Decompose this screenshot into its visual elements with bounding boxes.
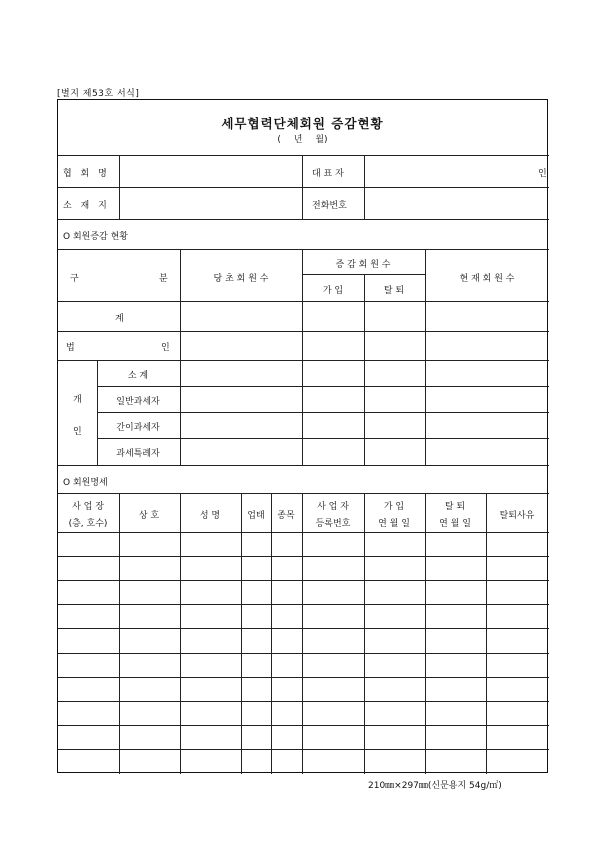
section-heading-membership-change: O 회원증감 현황 <box>63 232 128 242</box>
paper-spec: 210㎜×297㎜(신문용지 54g/㎡) <box>368 781 502 791</box>
leave-date-header-line1: 탈 퇴 <box>444 502 466 512</box>
sub-row-simplified-taxpayer: 간이과세자 <box>116 423 160 433</box>
grid-line <box>58 749 549 750</box>
sub-row-special-taxpayer: 과세특례자 <box>116 449 160 459</box>
grid-line <box>364 274 365 465</box>
business-type-header: 업태 <box>247 511 265 521</box>
grid-line <box>486 493 487 774</box>
section-heading-member-details: O 회원명세 <box>63 478 108 488</box>
grid-line <box>119 155 120 219</box>
join-header: 가 입 <box>322 286 344 296</box>
grid-line <box>58 701 549 702</box>
place-header-line2: (층, 호수) <box>68 519 108 529</box>
report-form <box>57 99 548 773</box>
row-label-individual-1: 개 <box>73 395 82 405</box>
grid-line <box>58 331 549 332</box>
grid-line <box>58 219 549 220</box>
category-header-left: 구 <box>70 274 79 284</box>
name-header: 성 명 <box>199 511 221 521</box>
grid-line <box>58 532 549 533</box>
grid-line <box>425 249 426 465</box>
join-date-header-line1: 가 입 <box>383 502 405 512</box>
initial-members-header: 당 초 회 원 수 <box>213 274 269 284</box>
grid-line <box>364 493 365 774</box>
association-name-label: 협 회 명 <box>63 169 107 179</box>
grid-line <box>58 653 549 654</box>
biz-reg-header-line1: 사 업 자 <box>317 502 349 512</box>
grid-line <box>58 580 549 581</box>
grid-line <box>364 155 365 219</box>
form-label: [별지 제53호 서식] <box>57 89 140 99</box>
leave-header: 탈 퇴 <box>383 286 405 296</box>
member-change-header: 증 감 회 원 수 <box>335 260 391 270</box>
grid-line <box>58 556 549 557</box>
grid-line <box>302 155 303 219</box>
grid-line <box>58 187 549 188</box>
grid-line <box>58 360 549 361</box>
place-header-line1: 사 업 장 <box>72 502 104 512</box>
grid-line <box>58 155 549 156</box>
grid-line <box>58 725 549 726</box>
grid-line <box>302 493 303 774</box>
grid-line <box>58 677 549 678</box>
phone-label: 전화번호 <box>312 201 347 211</box>
category-header-right: 분 <box>159 274 168 284</box>
business-item-header: 종목 <box>277 511 295 521</box>
grid-line <box>58 249 549 250</box>
grid-line <box>180 493 181 774</box>
current-members-header: 현 재 회 원 수 <box>459 274 515 284</box>
representative-label: 대 표 자 <box>312 169 344 179</box>
grid-line <box>302 249 303 465</box>
row-label-total: 계 <box>115 314 124 324</box>
grid-line <box>58 604 549 605</box>
sub-row-subtotal: 소 계 <box>127 371 149 381</box>
row-label-corporation-left: 법 <box>66 343 75 353</box>
row-label-individual-2: 인 <box>73 427 82 437</box>
grid-line <box>180 249 181 465</box>
grid-line <box>97 360 98 465</box>
sub-row-general-taxpayer: 일반과세자 <box>116 397 160 407</box>
form-title: 세무협력단체회원 증감현황 <box>221 116 384 131</box>
grid-line <box>58 493 549 494</box>
biz-reg-header-line2: 등록번호 <box>315 519 351 529</box>
trade-name-header: 상 호 <box>138 511 160 521</box>
grid-line <box>425 493 426 774</box>
grid-line <box>119 493 120 774</box>
grid-line <box>58 465 549 466</box>
grid-line <box>58 628 549 629</box>
grid-line <box>97 438 549 439</box>
form-period: ( 년 월) <box>277 135 328 145</box>
grid-line <box>97 412 549 413</box>
seal-mark: 인 <box>538 169 547 179</box>
grid-line <box>271 493 272 774</box>
grid-line <box>97 386 549 387</box>
grid-line <box>58 301 549 302</box>
join-date-header-line2: 연 월 일 <box>378 519 410 529</box>
leave-date-header-line2: 연 월 일 <box>439 519 471 529</box>
grid-line <box>241 493 242 774</box>
row-label-corporation-right: 인 <box>161 343 170 353</box>
location-label: 소 재 지 <box>63 201 107 211</box>
leave-reason-header: 탈퇴사유 <box>499 511 535 521</box>
